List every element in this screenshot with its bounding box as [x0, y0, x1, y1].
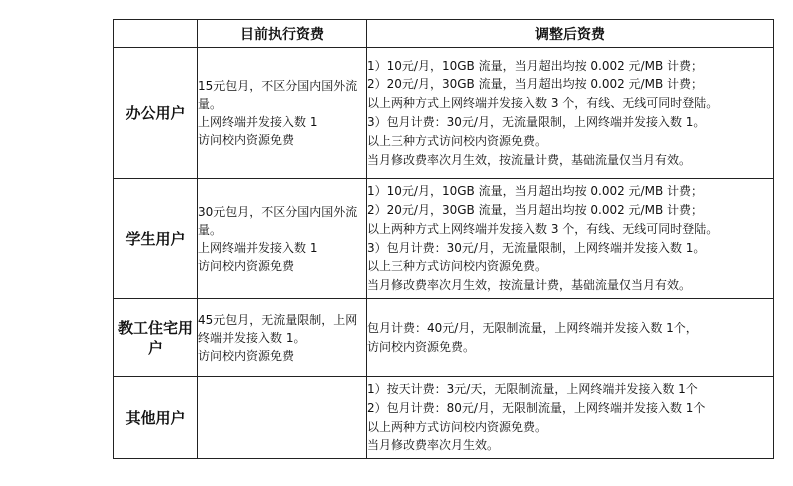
current-fee-cell — [198, 377, 367, 459]
header-adjusted-fee: 调整后资费 — [367, 20, 774, 48]
current-fee-line: 45元包月，无流量限制，上网终端并发接入数 1。 — [198, 312, 358, 345]
current-fee-line: 15元包月，不区分国内国外流量。 — [198, 79, 358, 111]
table-row — [114, 48, 774, 179]
adjusted-fee-line: 2）20元/月，30GB 流量，当月超出均按 0.002 元/MB 计费； — [367, 77, 703, 92]
header-row — [114, 20, 774, 48]
adjusted-fee-line: 以上两种方式上网终端并发接入数 3 个，有线、无线可同时登陆。 — [367, 96, 719, 111]
adjusted-fee-line: 1）10元/月，10GB 流量，当月超出均按 0.002 元/MB 计费； — [367, 184, 703, 199]
adjusted-fee-line: 包月计费：40元/月，无限制流量，上网终端并发接入数 1个， — [367, 320, 698, 335]
adjusted-fee-line: 当月修改费率次月生效。 — [367, 438, 500, 453]
category-student: 学生用户 — [114, 179, 198, 299]
table-row — [114, 299, 774, 377]
adjusted-fee-line: 以上两种方式访问校内资源免费。 — [367, 419, 548, 434]
category-office: 办公用户 — [114, 48, 198, 179]
current-fee-line: 访问校内资源免费 — [198, 258, 295, 273]
category-other: 其他用户 — [114, 377, 198, 459]
header-current-fee: 目前执行资费 — [198, 20, 367, 48]
adjusted-fee-cell — [367, 377, 774, 459]
adjusted-fee-line: 访问校内资源免费。 — [367, 339, 476, 354]
adjusted-fee-line: 当月修改费率次月生效，按流量计费，基础流量仅当月有效。 — [367, 278, 692, 293]
adjusted-fee-line: 以上三种方式访问校内资源免费。 — [367, 259, 548, 274]
adjusted-fee-line: 3）包月计费：30元/月，无流量限制，上网终端并发接入数 1。 — [367, 115, 706, 129]
current-fee-cell — [198, 179, 367, 299]
current-fee-cell — [198, 48, 367, 179]
current-fee-line: 30元包月，不区分国内国外流量。 — [198, 204, 358, 237]
adjusted-fee-line: 1）按天计费：3元/天，无限制流量，上网终端并发接入数 1个 — [367, 381, 698, 396]
adjusted-fee-cell — [367, 179, 774, 299]
category-staff-residence: 教工住宅用户 — [114, 299, 198, 377]
current-fee-cell — [198, 299, 367, 377]
adjusted-fee-line: 2）包月计费：80元/月，无限制流量，上网终端并发接入数 1个 — [367, 400, 706, 415]
adjusted-fee-line: 当月修改费率次月生效，按流量计费，基础流量仅当月有效。 — [367, 152, 692, 167]
current-fee-line: 上网终端并发接入数 1 — [198, 115, 318, 129]
adjusted-fee-line: 以上两种方式上网终端并发接入数 3 个，有线、无线可同时登陆。 — [367, 221, 719, 236]
adjusted-fee-line: 1）10元/月，10GB 流量，当月超出均按 0.002 元/MB 计费； — [367, 58, 703, 73]
adjusted-fee-line: 2）20元/月，30GB 流量，当月超出均按 0.002 元/MB 计费； — [367, 202, 703, 217]
table-row — [114, 179, 774, 299]
adjusted-fee-line: 3）包月计费：30元/月，无流量限制，上网终端并发接入数 1。 — [367, 240, 706, 255]
table-row — [114, 377, 774, 459]
adjusted-fee-cell — [367, 299, 774, 377]
current-fee-line: 访问校内资源免费 — [198, 133, 295, 147]
adjusted-fee-cell — [367, 48, 774, 179]
current-fee-line: 上网终端并发接入数 1 — [198, 240, 318, 255]
header-category — [114, 20, 198, 48]
current-fee-line: 访问校内资源免费 — [198, 348, 295, 363]
fee-table — [113, 19, 774, 459]
adjusted-fee-line: 以上三种方式访问校内资源免费。 — [367, 133, 548, 148]
